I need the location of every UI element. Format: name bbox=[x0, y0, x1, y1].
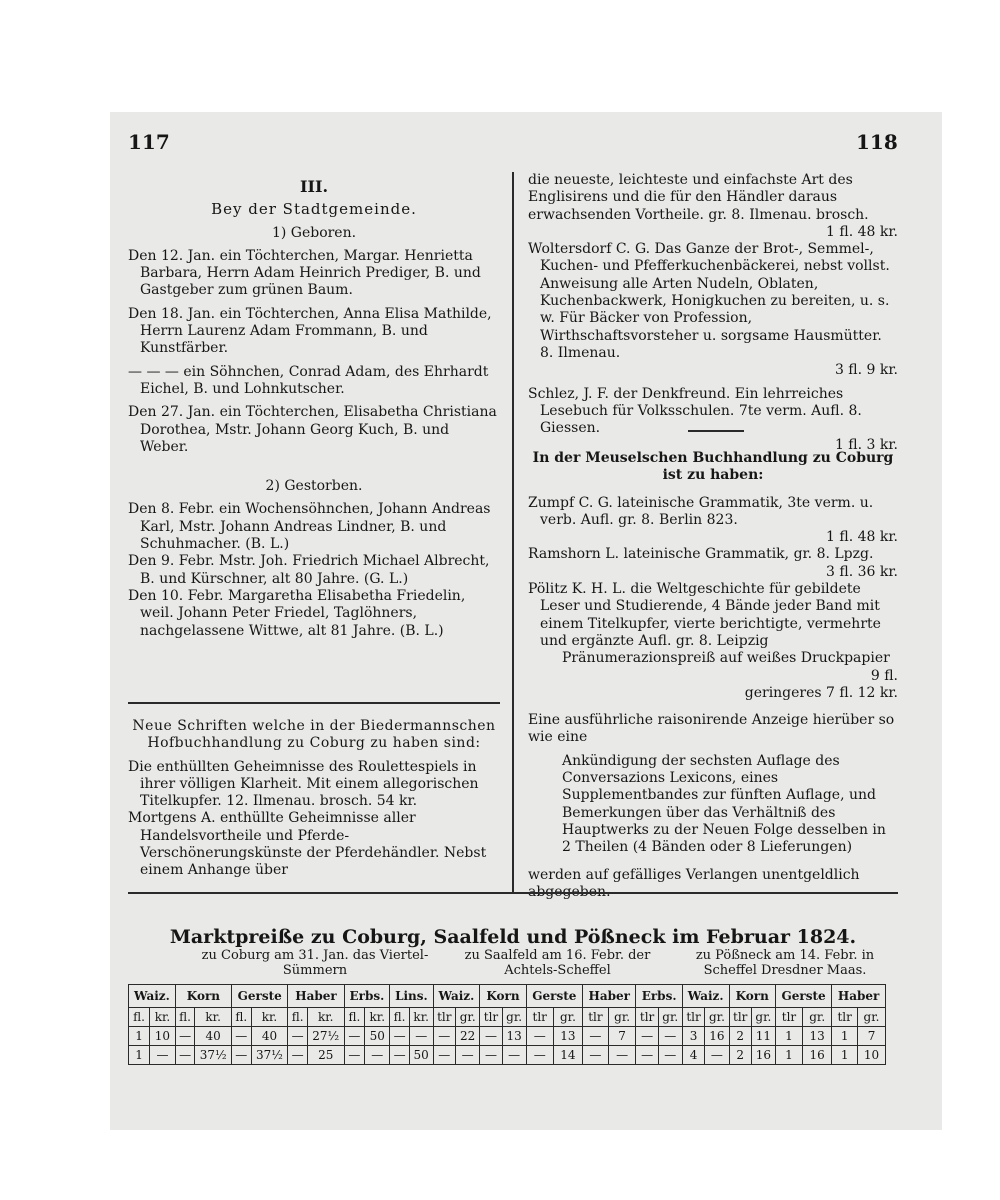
unit-cell: tlr bbox=[775, 1008, 802, 1027]
grain-header: Korn bbox=[480, 985, 526, 1008]
unit-cell: tlr bbox=[583, 1008, 609, 1027]
grain-header: Korn bbox=[729, 985, 775, 1008]
price-cell: 1 bbox=[129, 1046, 150, 1065]
prenumeration-text: Pränumerazionspreiß auf weißes Druckpapier bbox=[562, 650, 890, 667]
price-cell: — bbox=[288, 1046, 308, 1065]
price-cell: — bbox=[526, 1046, 553, 1065]
divider bbox=[128, 702, 500, 704]
price-cell: 16 bbox=[705, 1027, 729, 1046]
continuation-text: die neueste, leichteste und einfachste Art des Englisirens und die für den Händler daraus erwachsenden Vortheile. gr. 8. Ilmenau. brosch. bbox=[528, 172, 869, 223]
coburg-subheading: zu Coburg am 31. Jan. das Viertel-Sümmern bbox=[201, 948, 429, 978]
price-cell: 7 bbox=[608, 1027, 636, 1046]
continuation-price: 1 fl. 48 kr. bbox=[826, 223, 898, 240]
deaths-heading: 2) Gestorben. bbox=[265, 478, 363, 495]
births-heading: 1) Geboren. bbox=[271, 224, 357, 241]
price-cell: 13 bbox=[553, 1027, 582, 1046]
price-cell: — bbox=[231, 1027, 251, 1046]
price-cell: 13 bbox=[803, 1027, 832, 1046]
unit-cell: fl. bbox=[288, 1008, 308, 1027]
price-row bbox=[129, 1027, 886, 1046]
left-page-number: 117 bbox=[128, 130, 170, 154]
unit-cell: gr. bbox=[608, 1008, 636, 1027]
price-cell: 27½ bbox=[307, 1027, 344, 1046]
price-cell: 1 bbox=[832, 1027, 858, 1046]
unit-cell: tlr bbox=[682, 1008, 705, 1027]
unit-cell: fl. bbox=[129, 1008, 150, 1027]
price-cell: — bbox=[583, 1046, 609, 1065]
unit-cell: gr. bbox=[803, 1008, 832, 1027]
grain-header: Haber bbox=[288, 985, 344, 1008]
new-writings-section bbox=[128, 718, 500, 880]
unit-cell: gr. bbox=[456, 1008, 480, 1027]
price-cell: 1 bbox=[129, 1027, 150, 1046]
death-entry: Den 8. Febr. ein Wochensöhnchen, Johann Andreas Karl, Mstr. Johann Andreas Lindner, B. und Schuhmacher. (B. L.) bbox=[128, 501, 491, 553]
price-cell: 1 bbox=[775, 1027, 802, 1046]
unit-cell: gr. bbox=[658, 1008, 682, 1027]
new-writings-heading: Neue Schriften welche in der Biedermannschen Hofbuchhandlung zu Coburg zu haben sind: bbox=[132, 718, 496, 752]
unit-cell: kr. bbox=[195, 1008, 232, 1027]
grain-header: Gerste bbox=[526, 985, 582, 1008]
price-cell: 40 bbox=[195, 1027, 232, 1046]
price-cell: — bbox=[705, 1046, 729, 1065]
unit-cell: kr. bbox=[365, 1008, 390, 1027]
book-entry: Die enthüllten Geheimnisse des Roulettespiels in ihrer völligen Klarheit. Mit einem allegorischen Titelkupfer. 12. Ilmenau. brosch. 54 kr. bbox=[128, 758, 479, 810]
prenumeration-price: 9 fl. bbox=[870, 667, 898, 684]
price-cell: 40 bbox=[251, 1027, 288, 1046]
book-price: 1 fl. 48 kr. bbox=[826, 529, 898, 546]
book-entry: Zumpf C. G. lateinische Grammatik, 3te verm. u. verb. Aufl. gr. 8. Berlin 823. bbox=[528, 494, 874, 528]
price-cell: — bbox=[433, 1027, 456, 1046]
grain-header: Gerste bbox=[231, 985, 287, 1008]
price-cell: 37½ bbox=[195, 1046, 232, 1065]
price-cell: — bbox=[288, 1027, 308, 1046]
price-cell: — bbox=[175, 1027, 195, 1046]
announcement-text: Ankündigung der sechsten Auflage des Conversazions Lexicons, eines Supplementbandes zur fünften Auflage, und Bemerkungen über das Verhältniß des Hauptwerks zu der Neuen Folge desselben in 2 Theilen (4 Bänden oder 8 Lieferungen) bbox=[562, 752, 886, 856]
lesser-price: geringeres 7 fl. 12 kr. bbox=[744, 684, 898, 701]
price-cell: — bbox=[658, 1027, 682, 1046]
book-entry: Woltersdorf C. G. Das Ganze der Brot-, Semmel-, Kuchen- und Pfefferkuchenbäckerei, nebst vollst. Anweisung alle Arten Nudeln, Oblaten, Kuchenbackwerk, Honigkuchen zu bereiten, u. s. w. Für Bäcker von Profession, Wirthschaftsvorsteher u. sorgsame Hausmütter. 8. Ilmenau. bbox=[528, 241, 890, 361]
price-cell: 14 bbox=[553, 1046, 582, 1065]
unit-cell: gr. bbox=[705, 1008, 729, 1027]
unit-cell: fl. bbox=[344, 1008, 365, 1027]
grain-header-row bbox=[129, 985, 886, 1008]
meusel-section bbox=[528, 450, 898, 901]
unit-cell: tlr bbox=[526, 1008, 553, 1027]
price-cell: 11 bbox=[751, 1027, 775, 1046]
divider bbox=[128, 892, 898, 894]
price-cell: — bbox=[502, 1046, 526, 1065]
unit-row bbox=[129, 1008, 886, 1027]
meusel-heading: In der Meuselschen Buchhandlung zu Coburg ist zu haben: bbox=[532, 450, 894, 484]
unit-cell: gr. bbox=[858, 1008, 886, 1027]
price-cell: 10 bbox=[150, 1027, 176, 1046]
market-title: Marktpreiße zu Coburg, Saalfeld und Pößneck im Februar 1824. bbox=[169, 926, 857, 948]
unit-cell: gr. bbox=[553, 1008, 582, 1027]
poessneck-subheading: zu Pößneck am 14. Febr. in Scheffel Dresdner Maas. bbox=[695, 948, 875, 978]
unit-cell: kr. bbox=[409, 1008, 433, 1027]
parish-heading: Bey der Stadtgemeinde. bbox=[211, 200, 417, 219]
price-cell: — bbox=[390, 1027, 410, 1046]
price-cell: 16 bbox=[751, 1046, 775, 1065]
price-cell: — bbox=[433, 1046, 456, 1065]
price-cell: 4 bbox=[682, 1046, 705, 1065]
grain-header: Erbs. bbox=[636, 985, 682, 1008]
price-cell: 1 bbox=[832, 1046, 858, 1065]
book-entry: Pölitz K. H. L. die Weltgeschichte für gebildete Leser und Studierende, 4 Bände jeder Band mit einem Titelkupfer, vierte berichtigte, vermehrte und ergänzte Aufl. gr. 8. Leipzig bbox=[528, 581, 881, 649]
unit-cell: gr. bbox=[502, 1008, 526, 1027]
right-column bbox=[528, 172, 898, 455]
price-cell: — bbox=[456, 1046, 480, 1065]
unit-cell: fl. bbox=[390, 1008, 410, 1027]
closing-text: werden auf gefälliges Verlangen unentgeldlich abgegeben. bbox=[528, 866, 860, 900]
birth-entry: Den 12. Jan. ein Töchterchen, Margar. Henrietta Barbara, Herrn Adam Heinrich Prediger, B. und Gastgeber zum grünen Baum. bbox=[128, 247, 481, 299]
book-price: 3 fl. 36 kr. bbox=[826, 563, 898, 580]
unit-cell: tlr bbox=[636, 1008, 658, 1027]
price-cell: — bbox=[390, 1046, 410, 1065]
price-cell: 3 bbox=[682, 1027, 705, 1046]
price-cell: — bbox=[636, 1046, 658, 1065]
unit-cell: kr. bbox=[251, 1008, 288, 1027]
price-cell: — bbox=[175, 1046, 195, 1065]
unit-cell: tlr bbox=[480, 1008, 502, 1027]
price-cell: 50 bbox=[365, 1027, 390, 1046]
column-divider bbox=[512, 172, 514, 892]
left-column bbox=[128, 178, 500, 640]
unit-cell: tlr bbox=[433, 1008, 456, 1027]
death-entry: Den 9. Febr. Mstr. Joh. Friedrich Michael Albrecht, B. und Kürschner, alt 80 Jahre. (G. L.) bbox=[128, 553, 490, 587]
price-cell: 50 bbox=[409, 1046, 433, 1065]
book-entry: Ramshorn L. lateinische Grammatik, gr. 8. Lpzg. bbox=[528, 546, 874, 563]
price-cell: 2 bbox=[729, 1027, 751, 1046]
price-row bbox=[129, 1046, 886, 1065]
price-cell: — bbox=[344, 1027, 365, 1046]
price-cell: — bbox=[365, 1046, 390, 1065]
unit-cell: gr. bbox=[751, 1008, 775, 1027]
death-entry: Den 10. Febr. Margaretha Elisabetha Friedelin, weil. Johann Peter Friedel, Taglöhners, nachgelassene Wittwe, alt 81 Jahre. (B. L.) bbox=[128, 587, 466, 639]
unit-cell: fl. bbox=[231, 1008, 251, 1027]
price-cell: 2 bbox=[729, 1046, 751, 1065]
grain-header: Erbs. bbox=[344, 985, 390, 1008]
birth-entry: — — — ein Söhnchen, Conrad Adam, des Ehrhardt Eichel, B. und Lohnkutscher. bbox=[128, 363, 489, 397]
book-entry: Schlez, J. F. der Denkfreund. Ein lehrreiches Lesebuch für Volksschulen. 7te verm. Aufl. 8. Giessen. bbox=[528, 385, 862, 437]
grain-header: Waiz. bbox=[129, 985, 176, 1008]
grain-header: Waiz. bbox=[433, 985, 480, 1008]
unit-cell: kr. bbox=[150, 1008, 176, 1027]
price-cell: — bbox=[636, 1027, 658, 1046]
price-cell: — bbox=[583, 1027, 609, 1046]
price-cell: — bbox=[480, 1046, 502, 1065]
unit-cell: tlr bbox=[729, 1008, 751, 1027]
price-cell: 13 bbox=[502, 1027, 526, 1046]
market-price-table bbox=[128, 984, 886, 1065]
price-cell: 16 bbox=[803, 1046, 832, 1065]
price-cell: 7 bbox=[858, 1027, 886, 1046]
price-cell: — bbox=[658, 1046, 682, 1065]
section-number: III. bbox=[299, 177, 329, 196]
grain-header: Haber bbox=[583, 985, 636, 1008]
price-cell: — bbox=[608, 1046, 636, 1065]
price-cell: 22 bbox=[456, 1027, 480, 1046]
price-cell: — bbox=[409, 1027, 433, 1046]
price-cell: — bbox=[344, 1046, 365, 1065]
unit-cell: kr. bbox=[307, 1008, 344, 1027]
saalfeld-subheading: zu Saalfeld am 16. Febr. der Achtels-Scheffel bbox=[464, 948, 651, 978]
short-divider bbox=[688, 430, 744, 432]
unit-cell: tlr bbox=[832, 1008, 858, 1027]
price-cell: 25 bbox=[307, 1046, 344, 1065]
grain-header: Korn bbox=[175, 985, 231, 1008]
price-cell: — bbox=[480, 1027, 502, 1046]
grain-header: Waiz. bbox=[682, 985, 729, 1008]
notice-text: Eine ausführliche raisonirende Anzeige hierüber so wie eine bbox=[528, 712, 895, 746]
birth-entry: Den 27. Jan. ein Töchterchen, Elisabetha Christiana Dorothea, Mstr. Johann Georg Kuch, B. und Weber. bbox=[128, 404, 497, 455]
right-page-number: 118 bbox=[856, 130, 898, 154]
book-price: 1 fl. 3 kr. bbox=[834, 437, 898, 454]
price-cell: 10 bbox=[858, 1046, 886, 1065]
book-price: 3 fl. 9 kr. bbox=[834, 362, 898, 379]
price-cell: 1 bbox=[775, 1046, 802, 1065]
unit-cell: fl. bbox=[175, 1008, 195, 1027]
grain-header: Haber bbox=[832, 985, 886, 1008]
price-cell: — bbox=[231, 1046, 251, 1065]
price-cell: — bbox=[526, 1027, 553, 1046]
book-entry: Mortgens A. enthüllte Geheimnisse aller Handelsvortheile und Pferde-Verschönerungskünste der Pferdehändler. Nebst einem Anhange über bbox=[128, 810, 487, 879]
price-cell: 37½ bbox=[251, 1046, 288, 1065]
birth-entry: Den 18. Jan. ein Töchterchen, Anna Elisa Mathilde, Herrn Laurenz Adam Frommann, B. und Kunstfärber. bbox=[128, 305, 492, 357]
price-cell: — bbox=[150, 1046, 176, 1065]
grain-header: Gerste bbox=[775, 985, 831, 1008]
grain-header: Lins. bbox=[390, 985, 433, 1008]
